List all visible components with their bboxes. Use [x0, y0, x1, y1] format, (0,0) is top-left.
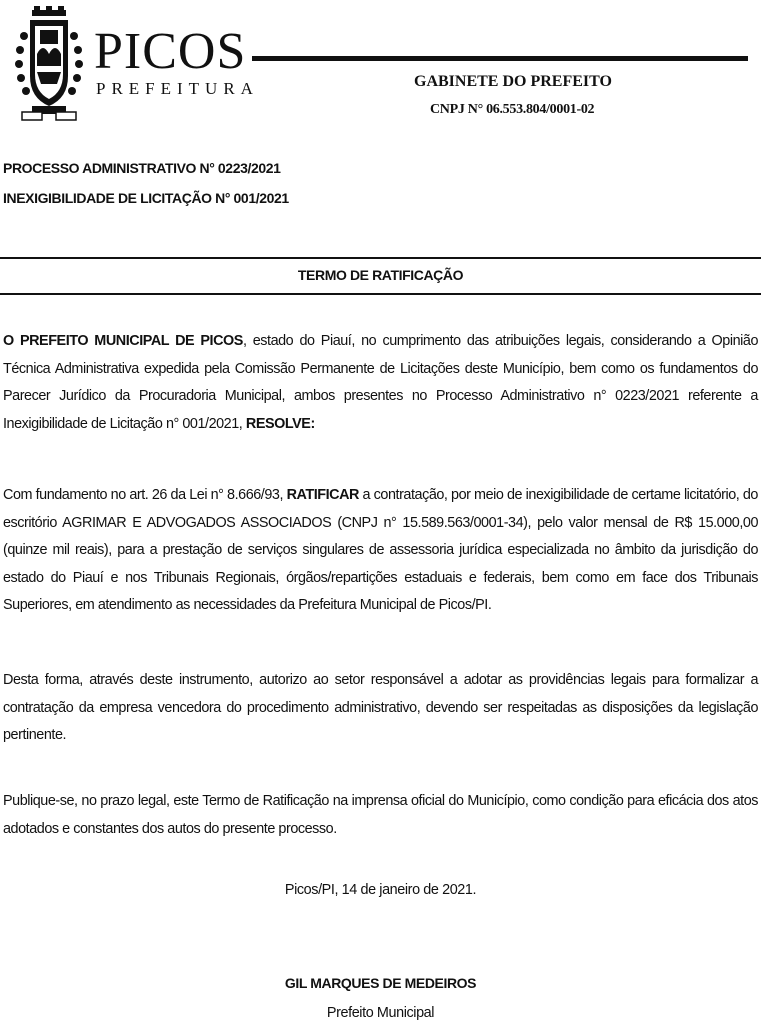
- paragraph-considerations: [3, 328, 758, 438]
- paragraph-ratification: [3, 482, 758, 620]
- process-number: PROCESSO ADMINISTRATIVO N° 0223/2021: [3, 160, 281, 176]
- paragraph-publication: Publique-se, no prazo legal, este Termo de Ratificação na imprensa oficial do Município, como condição para eficácia dos atos adotados e constantes dos autos do presente processo.: [3, 793, 758, 837]
- logo-subtitle: PREFEITURA: [96, 79, 259, 98]
- office-title: GABINETE DO PREFEITO: [414, 73, 612, 90]
- header-divider: [252, 56, 748, 61]
- title-rule-top: [0, 257, 761, 259]
- signatory-name: GIL MARQUES DE MEDEIROS: [284, 975, 477, 991]
- office-cnpj: CNPJ N° 06.553.804/0001-02: [430, 102, 595, 117]
- inexigibility-number: INEXIGIBILIDADE DE LICITAÇÃO N° 001/2021: [3, 190, 289, 206]
- letterhead: [0, 0, 761, 140]
- paragraph1-resolve: RESOLVE:: [245, 415, 315, 432]
- signatory-role: Prefeito Municipal: [326, 1005, 435, 1021]
- municipal-crest-icon: [14, 6, 84, 124]
- document-title: TERMO DE RATIFICAÇÃO: [297, 267, 464, 283]
- paragraph1-body: , estado do Piauí, no cumprimento das atribuições legais, considerando a Opinião Técnica Administrativa expedida pela Comissão Permanente de Licitações deste Município, bem como os fundamentos do Parecer Jurídico da Procuradoria Municipal, ambos presentes no Processo Administrativo n° 0223/2021 referente a Inexigibilidade de Licitação n° 001/2021,: [3, 333, 759, 432]
- paragraph2-ratify: RATIFICAR: [286, 487, 359, 503]
- place-and-date: Picos/PI, 14 de janeiro de 2021.: [284, 882, 477, 898]
- paragraph2-lead: Com fundamento no art. 26 da Lei n° 8.666/93,: [3, 487, 287, 503]
- paragraph-authorization: Desta forma, através deste instrumento, autorizo ao setor responsável a adotar as providências legais para formalizar a contratação da empresa vencedora do procedimento administrativo, devendo ser respeitadas as disposições da legislação pertinente.: [3, 672, 758, 743]
- logo-wordmark: PICOS: [94, 23, 247, 80]
- paragraph2-body: a contratação, por meio de inexigibilidade de certame licitatório, do escritório AGRIMAR E ADVOGADOS ASSOCIADOS (CNPJ n° 15.589.563/0001-34), pelo valor mensal de R$ 15.000,00 (quinze mil reais), para a prestação de serviços singulares de assessoria jurídica especializada no âmbito da jurisdição do estado do Piauí e nos Tribunais Regionais, órgãos/repartições estaduais e federais, bem como em face dos Tribunais Superiores, em atendimento as necessidades da Prefeitura Municipal de Picos/PI.: [3, 487, 758, 613]
- paragraph1-lead: O PREFEITO MUNICIPAL DE PICOS: [3, 333, 243, 349]
- title-rule-bottom: [0, 293, 761, 295]
